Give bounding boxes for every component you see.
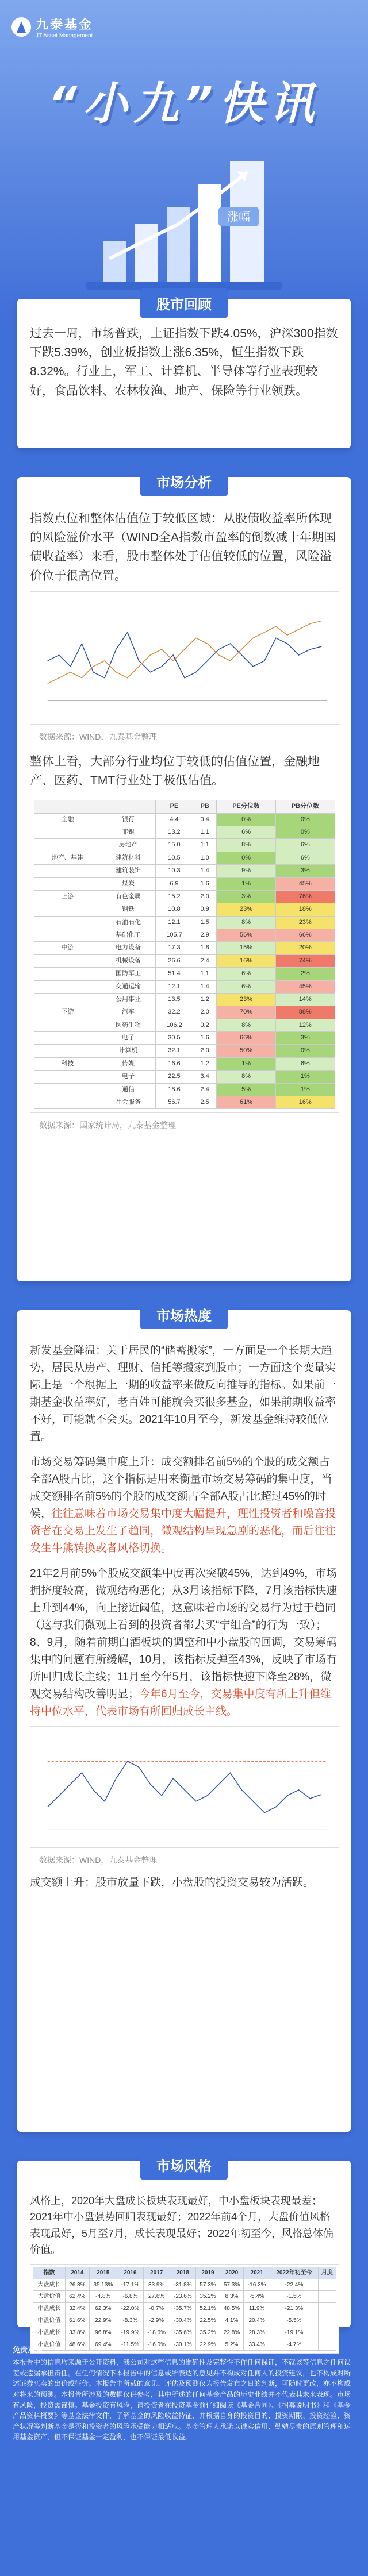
risk-premium-chart	[30, 591, 339, 725]
concentration-chart	[30, 1726, 339, 1848]
table-cell: 3%	[217, 890, 275, 903]
valuation-table-box	[30, 796, 339, 1113]
table-cell: 6.9	[156, 877, 193, 890]
table-cell: 22.9%	[89, 2315, 117, 2327]
table-cell: 56.7	[156, 1096, 193, 1108]
table-cell	[34, 993, 101, 1006]
table-cell: -1.5%	[270, 2291, 319, 2303]
table-cell: 中盘成长	[33, 2303, 66, 2315]
table-cell: 105.7	[156, 929, 193, 942]
table-cell: 房地产	[101, 839, 155, 852]
table-cell: 88%	[275, 1006, 335, 1019]
table-cell: -4.8%	[89, 2291, 117, 2303]
table-cell: 2.0	[193, 890, 217, 903]
table-row	[34, 826, 335, 839]
analysis-paragraph-1: 指数点位和整体估值位于较低区域：从股债收益率所体现的风险溢价水平（WIND全A指数市盈率的倒数减十年期国债收益率）来看，股市整体处于估值较低的位置，风险溢价位于很高位置。	[30, 512, 336, 583]
table-cell: 0%	[275, 1045, 335, 1057]
table-cell: 66%	[217, 1032, 275, 1045]
table-cell: 45%	[275, 877, 335, 890]
review-card	[17, 299, 351, 448]
table-cell: 通信	[101, 1083, 155, 1096]
table-row	[34, 1019, 335, 1031]
table-cell: 1.4	[193, 980, 217, 993]
table-cell: 13.2	[156, 826, 193, 839]
analysis-card	[17, 477, 351, 1281]
table-cell	[34, 903, 101, 916]
table-cell	[34, 839, 101, 852]
table-cell: 1.2	[193, 993, 217, 1006]
hero-badge: 涨幅	[227, 211, 250, 224]
table-cell: 17.3	[156, 942, 193, 954]
table-cell: 基础化工	[101, 929, 155, 942]
table-cell: 26.3%	[66, 2279, 90, 2291]
table-cell: 32.2	[156, 1006, 193, 1019]
section-tag-style: 市场风格	[140, 2150, 228, 2180]
table-cell: -16.2%	[244, 2279, 270, 2291]
table-cell: 20.4%	[244, 2315, 270, 2327]
table-cell: 22.5	[156, 1071, 193, 1083]
table-row	[34, 890, 335, 903]
table-cell: 22.9%	[196, 2339, 220, 2351]
table-cell: 6%	[217, 826, 275, 839]
table-cell: -35.6%	[170, 2327, 196, 2339]
table-cell: 小盘价值	[33, 2339, 66, 2351]
table-row	[34, 865, 335, 877]
table-cell	[318, 2327, 336, 2339]
table-cell: 15%	[217, 942, 275, 954]
table-cell	[34, 1083, 101, 1096]
table-cell: 1.6	[193, 1032, 217, 1045]
table-cell: 0.9	[193, 903, 217, 916]
table-row	[33, 2327, 336, 2339]
table-cell: 18%	[275, 903, 335, 916]
table-cell: 8%	[217, 1019, 275, 1031]
table-cell: -0.7%	[143, 2303, 170, 2315]
table-cell	[34, 826, 101, 839]
analysis-chart-source: 数据来源：WIND，九泰基金整理	[39, 731, 158, 741]
table-cell: 银行	[101, 813, 155, 826]
table-cell: -30.4%	[170, 2315, 196, 2327]
table-header-cell: 2019	[196, 2267, 220, 2279]
heat-paragraph-2b-highlight: 往往意味着市场交易集中度大幅提升，理性投资者和噪音投资者在交易上发生了趋同，微观结构呈现急剧的恶化，而后往往发生牛熊转换或者风格切换。	[30, 1508, 336, 1555]
table-header-cell: 2014	[66, 2267, 90, 2279]
table-row	[34, 1096, 335, 1108]
concentration-chart-svg	[30, 1727, 339, 1842]
heat-paragraph-4: 成交额上升：股市放量下跌，小盘股的投资交易较为活跃。	[30, 1877, 315, 1889]
style-table-box	[30, 2264, 339, 2354]
table-cell: 50%	[217, 1045, 275, 1057]
table-row	[34, 968, 335, 980]
table-row	[34, 929, 335, 942]
table-cell: 15.0	[156, 839, 193, 852]
table-header-cell: 2018	[170, 2267, 196, 2279]
table-cell: 4.4	[156, 813, 193, 826]
table-cell: 中游	[34, 942, 101, 954]
table-cell: 56%	[217, 929, 275, 942]
table-cell: 23%	[275, 916, 335, 929]
table-cell: 8.3%	[220, 2291, 244, 2303]
table-cell: 61.6%	[66, 2315, 90, 2327]
table-cell: -19.9%	[117, 2327, 144, 2339]
table-cell: 26.6	[156, 954, 193, 967]
table-header-cell: PE分位数	[217, 800, 275, 813]
table-cell: 48.5%	[220, 2303, 244, 2315]
table-cell: 社会服务	[101, 1096, 155, 1108]
table-cell: 科技	[34, 1057, 101, 1070]
table-cell: 汽车	[101, 1006, 155, 1019]
table-row	[34, 1045, 335, 1057]
table-cell: 15.2	[156, 890, 193, 903]
table-cell	[34, 1019, 101, 1031]
table-cell	[318, 2279, 336, 2291]
table-cell: 非银	[101, 826, 155, 839]
table-cell: 下游	[34, 1006, 101, 1019]
table-cell: 76%	[275, 890, 335, 903]
table-cell: 1.0	[193, 852, 217, 864]
table-cell: 11.9%	[244, 2303, 270, 2315]
table-cell: 51.4	[156, 968, 193, 980]
table-cell: 23%	[217, 903, 275, 916]
table-cell: 2.0	[193, 1006, 217, 1019]
table-cell: 74%	[275, 954, 335, 967]
table-cell: 6%	[275, 839, 335, 852]
table-cell: 22.8%	[220, 2327, 244, 2339]
table-row	[34, 916, 335, 929]
table-row	[34, 942, 335, 954]
analysis-paragraph-2: 整体上看，大部分行业均位于较低的估值位置，金融地产、医药、TMT行业处于极低估值。	[30, 754, 320, 788]
table-cell: 18.6	[156, 1083, 193, 1096]
table-cell: 1.1	[193, 968, 217, 980]
table-cell: 计算机	[101, 1045, 155, 1057]
table-cell: 上游	[34, 890, 101, 903]
table-cell	[34, 954, 101, 967]
table-cell: 1%	[217, 877, 275, 890]
table-row	[34, 839, 335, 852]
table-cell: 33.8%	[66, 2327, 90, 2339]
table-cell: 69.4%	[89, 2339, 117, 2351]
table-cell: 1.6	[193, 877, 217, 890]
brand-logo	[12, 15, 93, 39]
table-cell: 12.1	[156, 916, 193, 929]
style-paragraph-1: 风格上，2020年大盘成长板块表现最好，中小盘板块表现最差；2021年中小盘强势回归表现最好；2022年前4个月，大盘价值风格表现最好，5月至7月，成长表现最好；2022年初至今，风格总体偏价值。	[30, 2195, 334, 2256]
section-tag-review: 股市回顾	[140, 288, 228, 318]
section-tag-heat: 市场热度	[140, 1300, 228, 1329]
table-cell	[318, 2315, 336, 2327]
table-cell: 2.0	[193, 1045, 217, 1057]
table-cell: 61%	[217, 1096, 275, 1108]
growth-chart-illustration	[86, 144, 282, 299]
table-cell: -22.0%	[117, 2303, 144, 2315]
table-cell	[34, 1032, 101, 1045]
table-cell: 1.1	[193, 826, 217, 839]
table-cell: -19.1%	[270, 2327, 319, 2339]
table-cell: 35.2%	[196, 2327, 220, 2339]
table-cell: 5%	[217, 1083, 275, 1096]
table-cell: 1%	[275, 1083, 335, 1096]
table-cell: 45%	[275, 980, 335, 993]
table-cell: 14%	[275, 993, 335, 1006]
table-cell: -21.3%	[270, 2303, 319, 2315]
hero-title: “小九”快讯	[48, 78, 320, 130]
table-cell: 35.2%	[196, 2291, 220, 2303]
table-cell: 8%	[217, 839, 275, 852]
table-row	[33, 2303, 336, 2315]
table-row	[34, 813, 335, 826]
table-row	[34, 877, 335, 890]
table-row	[34, 980, 335, 993]
table-cell: -30.1%	[170, 2339, 196, 2351]
table-cell: 医药生物	[101, 1019, 155, 1031]
table-cell: 石油石化	[101, 916, 155, 929]
table-cell: -6.8%	[117, 2291, 144, 2303]
logo-icon	[12, 17, 31, 37]
table-row	[34, 993, 335, 1006]
table-cell: 0%	[275, 813, 335, 826]
table-cell: 10.5	[156, 852, 193, 864]
table-cell: -31.8%	[170, 2279, 196, 2291]
table-cell: 6%	[217, 980, 275, 993]
table-cell: -22.4%	[270, 2279, 319, 2291]
table-cell: 0.4	[193, 813, 217, 826]
table-header-cell	[101, 800, 155, 813]
table-cell: 4.1%	[220, 2315, 244, 2327]
table-cell: 6%	[217, 968, 275, 980]
section-tag-analysis: 市场分析	[140, 467, 228, 496]
table-cell: 0%	[217, 852, 275, 864]
table-cell: 金融	[34, 813, 101, 826]
table-cell: -5.4%	[244, 2291, 270, 2303]
table-cell: 33.9%	[143, 2279, 170, 2291]
table-cell: 1.4	[193, 865, 217, 877]
table-row	[34, 1006, 335, 1019]
table-cell: 22.5%	[196, 2315, 220, 2327]
table-cell: 2.5	[193, 1096, 217, 1108]
table-cell: 1%	[217, 1057, 275, 1070]
heat-paragraph-2a: 市场交易筹码集中度上升：成交额排名前5%的个股的成交额占全部A股占比，这个指标是用来衡量市场交易筹码的集中度，当成交额排名前5%的个股的成交额占全部A股占比超过45%的时候，	[30, 1456, 332, 1520]
table-cell: 电力设备	[101, 942, 155, 954]
table-cell: 2.4	[193, 954, 217, 967]
table-cell: -18.6%	[143, 2327, 170, 2339]
table-cell	[34, 916, 101, 929]
table-cell: 地产、基建	[34, 852, 101, 864]
table-cell: -16.0%	[143, 2339, 170, 2351]
table-cell: 建筑装饰	[101, 865, 155, 877]
risk-premium-chart-svg	[30, 592, 339, 718]
table-cell: 10.8	[156, 903, 193, 916]
table-cell: 30.5	[156, 1032, 193, 1045]
table-cell	[34, 1096, 101, 1108]
table-cell: 公用事业	[101, 993, 155, 1006]
table-row	[33, 2315, 336, 2327]
table-cell: 32.4%	[66, 2303, 90, 2315]
table-cell: 12.1	[156, 980, 193, 993]
table-cell: 电子	[101, 1071, 155, 1083]
table-row	[34, 903, 335, 916]
table-cell: 1.5	[193, 916, 217, 929]
table-cell	[34, 1071, 101, 1083]
table-cell: 2.9	[193, 929, 217, 942]
table-cell: 70%	[217, 1006, 275, 1019]
table-cell: -5.5%	[270, 2315, 319, 2327]
review-text: 过去一周，市场普跌，上证指数下跌4.05%，沪深300指数下跌5.39%，创业板指数上涨6.35%，恒生指数下跌8.32%。行业上，军工、计算机、半导体等行业表现较好，食品饮料、农林牧渔、地产、保险等行业领跌。	[30, 327, 338, 398]
table-cell: 大盘价值	[33, 2291, 66, 2303]
table-cell: 12%	[275, 1019, 335, 1031]
table-cell: 9%	[217, 865, 275, 877]
table-row	[33, 2279, 336, 2291]
table-cell: 1.8	[193, 942, 217, 954]
table-cell: 小盘成长	[33, 2327, 66, 2339]
table-cell: 煤炭	[101, 877, 155, 890]
valuation-table	[34, 800, 335, 1109]
table-cell: 20%	[275, 942, 335, 954]
table-header-cell: 2021	[244, 2267, 270, 2279]
disclaimer	[13, 2344, 355, 2443]
table-cell: 35.13%	[89, 2279, 117, 2291]
table-cell: 传媒	[101, 1057, 155, 1070]
table-cell: 1%	[275, 1071, 335, 1083]
table-header-cell: PE	[156, 800, 193, 813]
table-cell: 57.3%	[196, 2279, 220, 2291]
table-header-cell	[34, 800, 101, 813]
table-cell: -8.3%	[117, 2315, 144, 2327]
table-cell: 1.2	[193, 1057, 217, 1070]
table-cell	[318, 2291, 336, 2303]
table-cell: 33.4%	[244, 2339, 270, 2351]
table-row	[34, 954, 335, 967]
style-card	[17, 2161, 351, 2348]
heat-paragraph-3a: 21年2月前5%个股成交额集中度再次突破45%，达到49%，市场拥挤度较高，微观结构恶化；从3月该指标下降，7月该指标快速上升到44%，向上接近阈值，这意味着市场的交易行为过于趋同（这与我们微观上看到的投资者都去买“宁组合”的行为一致）；8、9月，随着前期白酒板块的调整和中小盘股的回调，交易筹码集中的问题有所缓解，10月，该指标反弹至43%，反映了市场有所回归成长主线；11月至今年5月，该指标快速下降至28%，微观交易结构改善明显；	[30, 1568, 338, 1701]
table-cell: 建筑材料	[101, 852, 155, 864]
table-cell: 国防军工	[101, 968, 155, 980]
table-header-cell: 指数	[33, 2267, 66, 2279]
table-cell: 13.5	[156, 993, 193, 1006]
table-cell: 6%	[275, 852, 335, 864]
table-cell: 机械设备	[101, 954, 155, 967]
table-cell: 96.8%	[89, 2327, 117, 2339]
table-cell: 2%	[275, 968, 335, 980]
valuation-table-source: 数据来源：国家统计局，九泰基金整理	[39, 1120, 176, 1130]
table-cell: 28.3%	[244, 2327, 270, 2339]
table-cell: 23%	[217, 993, 275, 1006]
table-header-cell: 2022年初至今	[270, 2267, 319, 2279]
table-cell: 交通运输	[101, 980, 155, 993]
table-cell: 66%	[275, 929, 335, 942]
table-cell: 5.2%	[220, 2339, 244, 2351]
table-row	[33, 2291, 336, 2303]
table-cell: -35.7%	[170, 2303, 196, 2315]
table-row	[34, 1071, 335, 1083]
table-header-cell: 2015	[89, 2267, 117, 2279]
table-cell	[34, 980, 101, 993]
table-header-cell: 2020	[220, 2267, 244, 2279]
table-cell	[34, 1045, 101, 1057]
table-cell: -2.9%	[143, 2315, 170, 2327]
table-row	[34, 1057, 335, 1070]
table-cell: 62.4%	[66, 2291, 90, 2303]
table-cell: -17.1%	[117, 2279, 144, 2291]
table-cell: 中盘价值	[33, 2315, 66, 2327]
heat-paragraph-3b-highlight: 今年6月至今，交易集中度有所上升但维持中位水平，代表市场有所回归成长主线。	[30, 1688, 331, 1718]
table-cell: -23.6%	[170, 2291, 196, 2303]
table-cell: 有色金属	[101, 890, 155, 903]
table-cell: 3%	[275, 865, 335, 877]
table-cell: -11.5%	[117, 2339, 144, 2351]
table-cell: 8%	[217, 1071, 275, 1083]
style-table	[33, 2267, 336, 2351]
table-cell: 电子	[101, 1032, 155, 1045]
heat-card	[17, 1310, 351, 2132]
heat-chart-source: 数据来源：WIND，九泰基金整理	[39, 1855, 158, 1865]
table-cell	[34, 968, 101, 980]
table-cell: 32.1	[156, 1045, 193, 1057]
table-cell: 27.6%	[143, 2291, 170, 2303]
table-cell	[34, 929, 101, 942]
table-cell: 钢铁	[101, 903, 155, 916]
table-cell: 106.2	[156, 1019, 193, 1031]
table-cell: 2.4	[193, 1083, 217, 1096]
table-cell: 52.1%	[196, 2303, 220, 2315]
hero-banner	[0, 0, 368, 322]
heat-paragraph-1: 新发基金降温：关于居民的“储蓄搬家”，一方面是一个长期大趋势，居民从房产、理财、信托等搬家到股市；一方面这个变量实际上是一个根据上一期的收益率来做反向推导的指标。如果前一期基金收益率好，老百姓可能就会买很多基金，如果前期收益率不好，可能就不会买。2021年10月至今，新发基金维持较低位置。	[30, 1345, 336, 1443]
table-row	[34, 852, 335, 864]
table-cell: 1.1	[193, 839, 217, 852]
brand-name-en: JT Asset Management	[36, 33, 93, 39]
table-cell: 3%	[275, 1032, 335, 1045]
table-cell: 大盘成长	[33, 2279, 66, 2291]
disclaimer-title: 免责声明	[13, 2346, 43, 2354]
table-header-cell: PB	[193, 800, 217, 813]
table-cell	[34, 877, 101, 890]
table-header-cell: 2016	[117, 2267, 144, 2279]
disclaimer-text: 本报告中的信息均来源于公开资料，我公司对这些信息的准确性及完整性不作任何保证，不就该等信息之任何误差或遗漏承担责任。在任何情况下本报告中的信息或所表达的意见并不构成对任何人的投资建议，也不构成对所述证券买卖的出价或征价。本报告中所载的意见、评估及预测仅为报告发布之日的判断，可随时更改，亦不构成对将来的预测。本报告所涉及的数据仅供参考，其中所述的任何基金产品的历史业绩并不代表其未来表现。市场有风险，投资需谨慎。基金投资有风险，请投资者在投资基金前仔细阅读《基金合同》、《招募说明书》和《基金产品资料概要》等基金法律文件，了解基金的风险收益特征，并根据自身的投资目的、投资期限、投资经验、资产状况等判断基金是否和投资者的风险承受能力相适应。基金管理人承诺以诚实信用、勤勉尽责的原则管理和运用基金资产，但不保证基金一定盈利，也不保证最低收益。	[13, 2358, 351, 2442]
brand-name-cn: 九泰基金	[36, 17, 94, 32]
table-cell: 10.3	[156, 865, 193, 877]
table-cell: 8%	[217, 916, 275, 929]
table-cell: 57.3%	[220, 2279, 244, 2291]
table-header-cell: 2017	[143, 2267, 170, 2279]
table-cell: -4.7%	[270, 2339, 319, 2351]
table-header-cell: 月度	[318, 2267, 336, 2279]
table-cell: 0.2	[193, 1019, 217, 1031]
table-cell: 16%	[275, 1096, 335, 1108]
table-cell: 3.4	[193, 1071, 217, 1083]
table-header-cell: PB分位数	[275, 800, 335, 813]
table-cell	[34, 865, 101, 877]
table-cell: 0%	[275, 826, 335, 839]
table-cell	[318, 2303, 336, 2315]
table-row	[34, 1083, 335, 1096]
table-cell: 48.6%	[66, 2339, 90, 2351]
table-cell: 6%	[275, 1057, 335, 1070]
table-cell: 16.6	[156, 1057, 193, 1070]
table-row	[34, 1032, 335, 1045]
table-cell: 16%	[217, 954, 275, 967]
table-cell: 0%	[217, 813, 275, 826]
table-cell: 62.3%	[89, 2303, 117, 2315]
